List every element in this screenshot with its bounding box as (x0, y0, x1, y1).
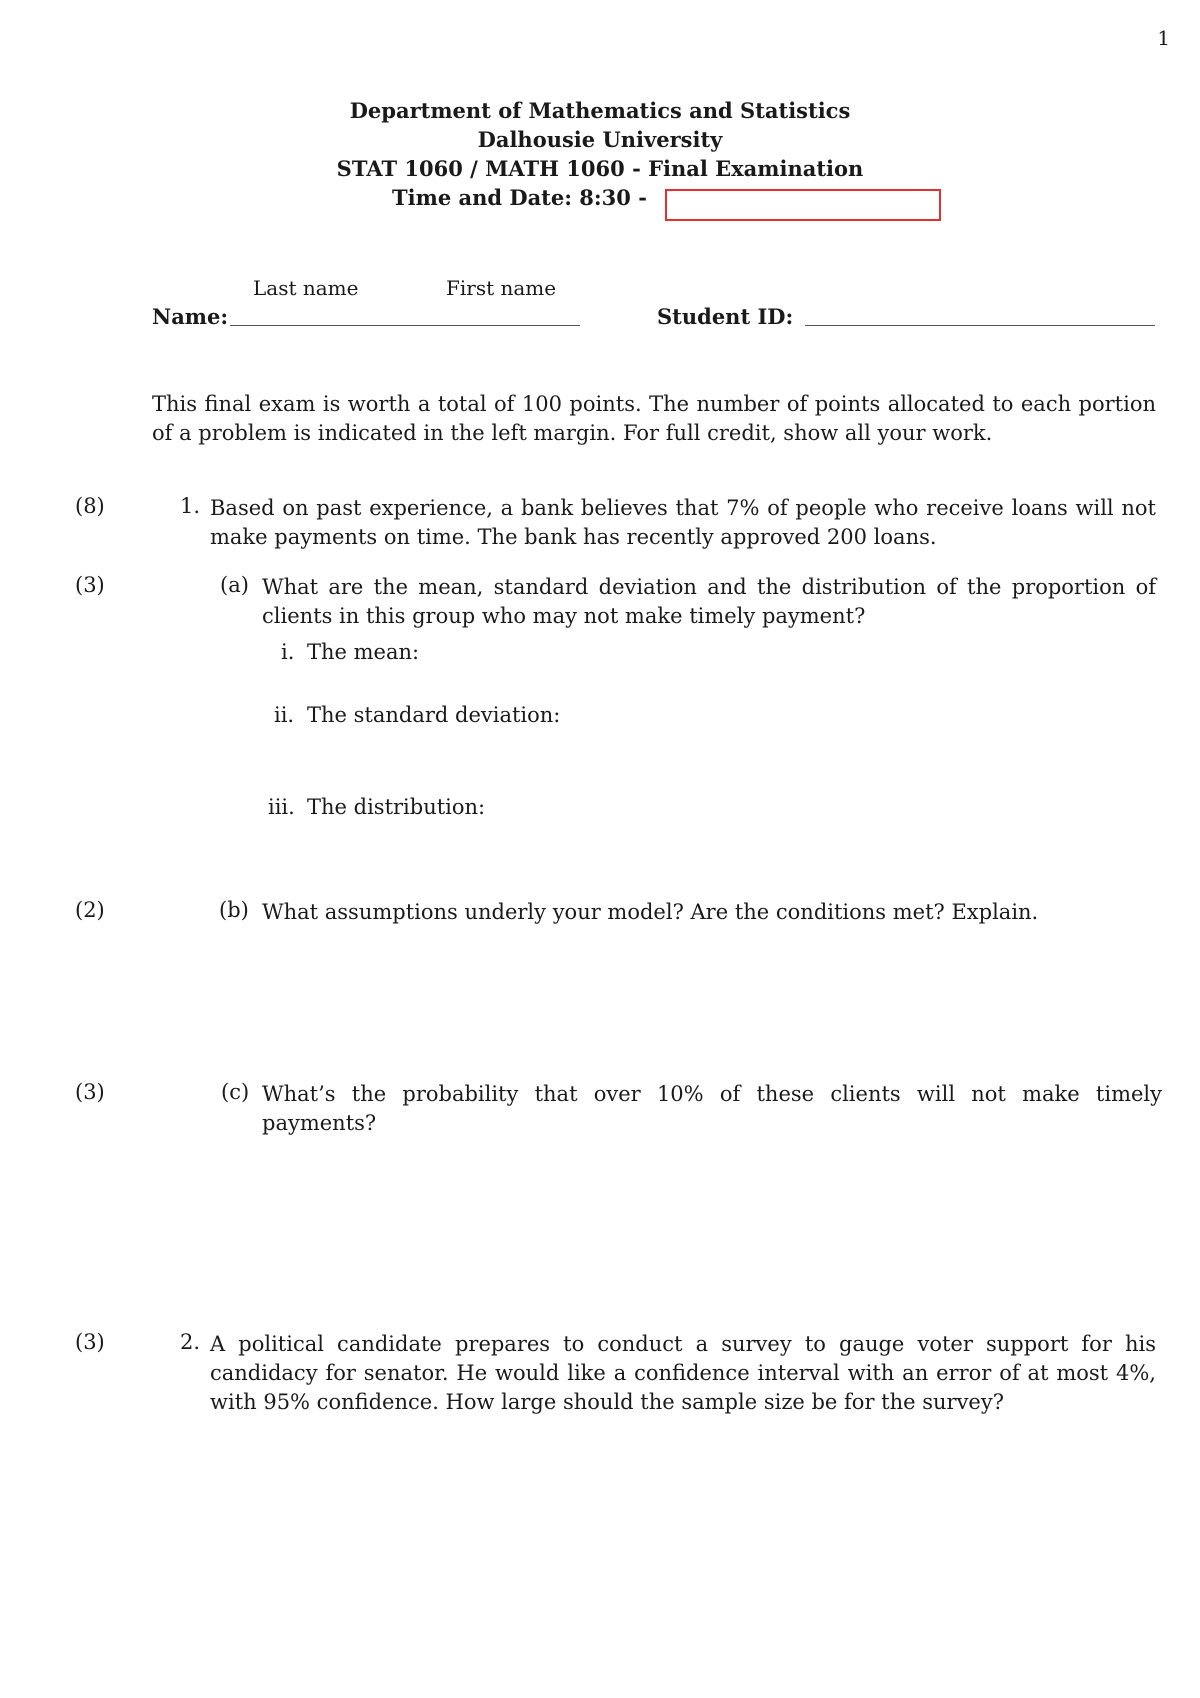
q1-text: Based on past experience, a bank believes that 7% of people who receive loans will not make payments on time. The bank has recently approved 200 loans. (210, 496, 1156, 549)
q2-text: A political candidate prepares to conduct a survey to gauge voter support for his candidacy for senator. He would like a confidence interval with an error of at most 4%, with 95% confidence. How large should the sample size be for the survey? (210, 1332, 1156, 1414)
q1a-ii-text: The standard deviation: (307, 703, 561, 727)
student-id-label: Student ID: (657, 304, 794, 329)
q1a-text: What are the mean, standard deviation and the distribution of the proportion of clients in this group who may not make timely payment? (262, 575, 1156, 628)
first-name-label: First name (446, 276, 557, 300)
q1c-label: (c) (221, 1080, 250, 1104)
time-date-field[interactable] (665, 189, 941, 221)
last-name-label: Last name (253, 276, 359, 300)
q1c-points: (3) (75, 1080, 105, 1104)
q1a-label: (a) (220, 573, 249, 597)
department-heading: Department of Mathematics and Statistics (349, 98, 851, 123)
university-heading: Dalhousie University (477, 127, 723, 152)
q2-points: (3) (75, 1330, 105, 1354)
name-label: Name: (152, 304, 229, 329)
name-field[interactable] (230, 325, 580, 326)
q1a-iii-text: The distribution: (307, 795, 486, 819)
page-number: 1 (1157, 26, 1170, 50)
q1a-ii-label: ii. (274, 703, 295, 727)
q1a-i-label: i. (281, 640, 295, 664)
course-heading: STAT 1060 / MATH 1060 - Final Examination (336, 156, 864, 181)
student-id-field[interactable] (805, 325, 1155, 326)
q1a-i-text: The mean: (307, 640, 420, 664)
q1b-text: What assumptions underly your model? Are the conditions met? Explain. (262, 900, 1039, 924)
q1a-iii-label: iii. (268, 795, 295, 819)
q1b-points: (2) (75, 898, 105, 922)
q2-number: 2. (180, 1330, 201, 1354)
exam-instructions: This final exam is worth a total of 100 points. The number of points allocated to each portion of a problem is indicated in the left margin. For full credit, show all your work. (152, 392, 1156, 445)
q1b-label: (b) (219, 898, 249, 922)
q1a-points: (3) (75, 573, 105, 597)
q1c-text: What’s the probability that over 10% of these clients will not make timely payments? (262, 1082, 1162, 1135)
q1-number: 1. (180, 494, 201, 518)
time-date-label: Time and Date: 8:30 - (392, 185, 647, 210)
q1-points: (8) (75, 494, 105, 518)
